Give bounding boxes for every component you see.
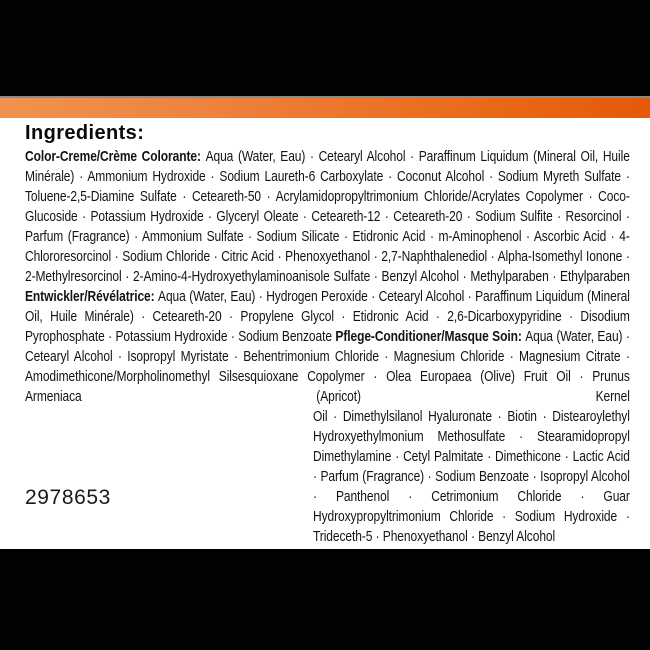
ingredient-text-run: Aqua (Water, Eau) · Cetearyl Alcohol · Isopropyl Myristate · Behentrimonium Chloride · Magnesium Chloride · Magnesium Citrate · Amodimethicone/Morpholinomethyl Silsesquioxane Copolymer · Olea Europaea (Olive) Fruit Oil · Prunus Armeniaca (Apricot) Kernel — [25, 328, 630, 405]
ingredient-section-label: Pflege-Conditioner/Masque Soin: — [335, 328, 526, 345]
ingredients-right-column: Oil · Dimethylsilanol Hyaluronate · Biotin · Distearoylethyl Hydroxyethylmonium Methosulfate · Stearamidopropyl Dimethylamine · Cetyl Palmitate · Dimethicone · Lactic Acid · Parfum (Fragrance) · Sodium Benzoate · Isopropyl Alcohol · Panthenol · Cetrimonium Chloride · Guar Hydroxypropyltrimonium Chloride · Sodium Hydroxide · Trideceth-5 · Phenoxyethanol · Benzyl Alcohol — [313, 408, 630, 545]
ingredient-section-label: Color-Creme/Crème Colorante: — [25, 148, 206, 165]
product-code: 2978653 — [25, 486, 111, 509]
ingredients-main-paragraph — [25, 147, 630, 407]
label-content-area — [25, 118, 630, 549]
ingredient-text-run: Aqua (Water, Eau) · Cetearyl Alcohol · Paraffinum Liquidum (Mineral Oil, Huile Minérale) · Ammonium Hydroxide · Sodium Laureth-6 Carboxylate · Coconut Alcohol · Sodium Myreth Sulfate · Toluene-2,5-Diamine Sulfate · Ceteareth-50 · Acrylamidopropyltrimonium Chloride/Acrylates Copolymer · Coco-Glucoside · Potassium Hydroxide · Glyceryl Oleate · Ceteareth-12 · Ceteareth-20 · Sodium Sulfite · Resorcinol · Parfum (Fragrance) · Ammonium Sulfate · Sodium Silicate · Etidronic Acid · m-Aminophenol · Ascorbic Acid · 4-Chlororesorcinol · Sodium Chloride · Citric Acid · Phenoxyethanol · 2,7-Naphthalenediol · Alpha-Isomethyl Ionone · 2-Methylresorcinol · 2-Amino-4-Hydroxyethylaminoanisole Sulfate · Benzyl Alcohol · Methylparaben · Ethylparaben — [25, 148, 630, 285]
ingredients-text-block — [25, 147, 630, 547]
bottom-black-bar — [0, 549, 650, 650]
orange-accent-stripe — [0, 96, 650, 118]
ingredient-text-run: Aqua (Water, Eau) · Hydrogen Peroxide · Cetearyl Alcohol · Paraffinum Liquidum (Mineral Oil, Huile Minérale) · Ceteareth-20 · Propylene Glycol · Etidronic Acid · 2,6-Dicarboxypyridine · Disodium Pyrophosphate · Potassium Hydroxide · Sodium Benzoate — [25, 288, 630, 345]
ingredients-heading: Ingredients: — [25, 122, 145, 144]
top-black-bar — [0, 0, 650, 96]
ingredient-section-label: Entwickler/Révélatrice: — [25, 288, 159, 305]
